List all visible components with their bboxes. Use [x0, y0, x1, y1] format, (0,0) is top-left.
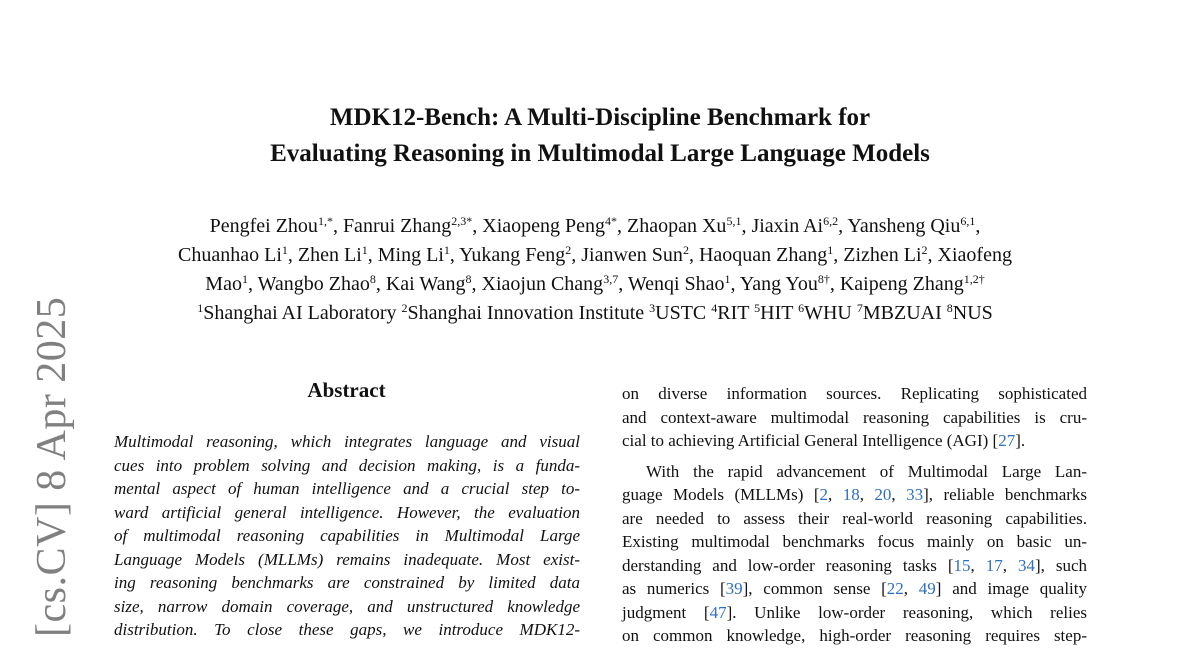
citation-link[interactable]: 47: [709, 602, 727, 622]
abstract-line: Multimodal reasoning, which integrates language and visual: [114, 432, 580, 451]
intro-text: ], common sense [: [742, 579, 887, 598]
author-name: Kai Wang: [385, 273, 466, 295]
affil-num: 2: [401, 300, 408, 315]
intro-text: ] and image quality: [935, 579, 1087, 598]
author-affil-sup: 2,3*: [451, 213, 473, 228]
intro-line: on common knowledge, high-order reasoning requires step-: [622, 626, 1087, 645]
intro-line: [622, 429, 1087, 453]
citation-link[interactable]: 34: [1017, 555, 1035, 575]
author-name: Fanrui Zhang: [342, 215, 452, 237]
author-name: Pengfei Zhou: [209, 215, 318, 237]
author-affil-sup: 5,1: [726, 213, 742, 228]
abstract-line: mental aspect of human intelligence and a crucial step to-: [114, 479, 580, 498]
abstract-line: of multimodal reasoning capabilities in Multimodal Large: [114, 526, 580, 545]
author-affil-sup: 1: [361, 242, 368, 257]
affil-name: MBZUAI: [862, 302, 942, 324]
author-affil-sup: 2: [682, 242, 689, 257]
intro-line: [622, 483, 1087, 507]
author-affil-sup: 1: [241, 271, 248, 286]
affil-name: RIT: [717, 302, 750, 324]
citation-separator: ,: [828, 485, 843, 504]
abstract-line: Language Models (MLLMs) remains inadequate. Most exist-: [114, 549, 580, 569]
author-block: [90, 212, 1100, 328]
citation-separator: ,: [891, 485, 907, 504]
intro-text: cial to achieving Artificial General Intelligence (AGI) [: [622, 431, 999, 450]
abstract-line: distribution. To close these gaps, we introduce MDK12-: [114, 620, 580, 639]
author-line-2: Chuanhao Li$^1$, Zhen Li$^1$, Ming Li$^1$, Yukang Feng$^2$, Jianwen Sun$^2$, Haoquan Zhang$^1$, Zizhen Li$^2$, Xiaofeng: [178, 242, 1012, 266]
author-name: Haoquan Zhang: [698, 244, 828, 266]
intro-text: derstanding and low-order reasoning tasks [: [622, 555, 954, 575]
affil-num: 8: [946, 300, 953, 315]
affil-num: 7: [856, 300, 863, 315]
abstract-line: size, narrow domain coverage, and unstructured knowledge: [114, 596, 580, 616]
intro-text: ].: [1015, 431, 1026, 450]
citation-link[interactable]: 20: [874, 485, 892, 504]
arxiv-side-stamp: [cs.CV] 8 Apr 2025: [29, 296, 75, 637]
intro-line: and context-aware multimodal reasoning capabilities is cru-: [622, 407, 1087, 427]
author-affil-sup: 3,7: [603, 271, 619, 286]
citation-link[interactable]: 18: [842, 485, 860, 504]
author-name: Yansheng Qiu: [847, 215, 961, 237]
author-affil-sup: 1,2†: [963, 271, 985, 286]
citation-link[interactable]: 17: [985, 555, 1003, 575]
author-affil-sup: 8: [465, 271, 472, 286]
citation-separator: ,: [859, 485, 875, 504]
author-affil-sup: 1,*: [317, 213, 333, 228]
title-line-2: Evaluating Reasoning in Multimodal Large Language Models: [270, 140, 930, 167]
author-line-1: Pengfei Zhou$^{1,*}$, Fanrui Zhang$^{2,3*}$, Xiaopeng Peng$^{4*}$, Zhaopan Xu$^{5,1}$, Jiaxin Ai$^{6,2}$, Yansheng Qiu$^{6,1}$,: [209, 213, 981, 237]
abstract-line: cues into problem solving and decision making, is a funda-: [114, 455, 580, 475]
affil-name: NUS: [952, 302, 993, 324]
affil-num: 3: [649, 300, 656, 315]
citation-separator: ,: [1002, 555, 1018, 575]
intro-line: With the rapid advancement of Multimodal Large Lan-: [646, 461, 1087, 481]
intro-text: guage Models (MLLMs) [: [622, 485, 820, 504]
author-name: Xiaojun Chang: [481, 273, 604, 295]
citation-link[interactable]: 2: [819, 485, 829, 504]
author-affil-sup: 1: [281, 242, 288, 257]
author-affil-sup: 1: [827, 242, 834, 257]
author-name: Mao: [205, 273, 242, 295]
affil-num: 1: [197, 300, 204, 315]
introduction-text: [622, 382, 1087, 648]
author-affil-sup: 8†: [817, 271, 830, 286]
title-line-1: MDK12-Bench: A Multi-Discipline Benchmark for: [329, 104, 871, 131]
author-name: Xiaofeng: [937, 244, 1012, 266]
affil-num: 6: [798, 300, 805, 315]
author-line-3: Mao$^1$, Wangbo Zhao$^8$, Kai Wang$^8$, Xiaojun Chang$^{3,7}$, Wenqi Shao$^1$, Yang You$^{8\dagger}$, Kaipeng Zhang$^{1,2\dagger}$: [205, 271, 985, 295]
author-affil-sup: 6,1: [960, 213, 976, 228]
citation-link[interactable]: 27: [998, 431, 1016, 450]
author-name: Kaipeng Zhang: [839, 273, 964, 295]
abstract-line: ward artificial general intelligence. However, the evaluation: [114, 502, 580, 522]
citation-separator: ,: [903, 579, 919, 598]
author-name: Wenqi Shao: [627, 273, 725, 295]
intro-text: as numerics [: [622, 579, 726, 598]
author-name: Zhaopan Xu: [627, 215, 727, 237]
intro-line: [622, 577, 1087, 601]
author-affil-sup: 1: [443, 242, 450, 257]
citation-link[interactable]: 49: [918, 579, 936, 598]
intro-line: are needed to assess their real-world reasoning capabilities.: [622, 508, 1087, 528]
author-affil-sup: 6,2: [823, 213, 839, 228]
affil-name: Shanghai Innovation Institute: [407, 302, 645, 324]
affil-name: USTC: [655, 302, 707, 324]
citation-separator: ,: [970, 555, 986, 575]
citation-link[interactable]: 22: [886, 579, 904, 598]
author-name: Yang You: [739, 273, 818, 295]
affiliation-line: [90, 299, 1100, 328]
citation-link[interactable]: 15: [953, 555, 971, 575]
author-name: Zhen Li: [297, 244, 362, 266]
author-name: Jiaxin Ai: [751, 215, 824, 237]
intro-text: ], such: [1034, 555, 1088, 575]
author-name: Ming Li: [377, 244, 444, 266]
intro-line: [622, 601, 1087, 625]
author-affil-sup: 8: [369, 271, 376, 286]
author-affil-sup: 1: [724, 271, 731, 286]
abstract-heading: Abstract: [307, 378, 386, 402]
intro-line: [622, 554, 1087, 578]
paper-title: [0, 100, 1200, 172]
author-name: Chuanhao Li: [178, 244, 282, 266]
author-name: Zizhen Li: [843, 244, 922, 266]
abstract-body: [114, 430, 580, 642]
intro-text: ], reliable benchmarks: [923, 485, 1088, 504]
citation-link[interactable]: 33: [906, 485, 924, 504]
author-affil-sup: 4*: [605, 213, 618, 228]
author-affil-sup: 2: [921, 242, 928, 257]
author-name: Xiaopeng Peng: [482, 215, 606, 237]
affil-name: Shanghai AI Laboratory: [203, 302, 397, 324]
intro-line: Existing multimodal benchmarks focus mainly on basic un-: [622, 532, 1087, 551]
intro-text: judgment [: [622, 602, 710, 622]
author-name: Wangbo Zhao: [257, 273, 370, 295]
intro-text: ]. Unlike low-order reasoning, which relies: [726, 602, 1087, 622]
author-affil-sup: 2: [565, 242, 572, 257]
author-name: Jianwen Sun: [581, 244, 683, 266]
affil-num: 5: [754, 300, 761, 315]
affil-name: WHU: [804, 302, 852, 324]
citation-link[interactable]: 39: [725, 579, 743, 598]
intro-line: on diverse information sources. Replicating sophisticated: [622, 384, 1087, 403]
affil-name: HIT: [760, 302, 794, 324]
paragraph-gap: [622, 453, 1087, 460]
affil-num: 4: [711, 300, 718, 315]
author-name: Yukang Feng: [459, 244, 566, 266]
abstract-line: ing reasoning benchmarks are constrained by limited data: [114, 573, 580, 592]
